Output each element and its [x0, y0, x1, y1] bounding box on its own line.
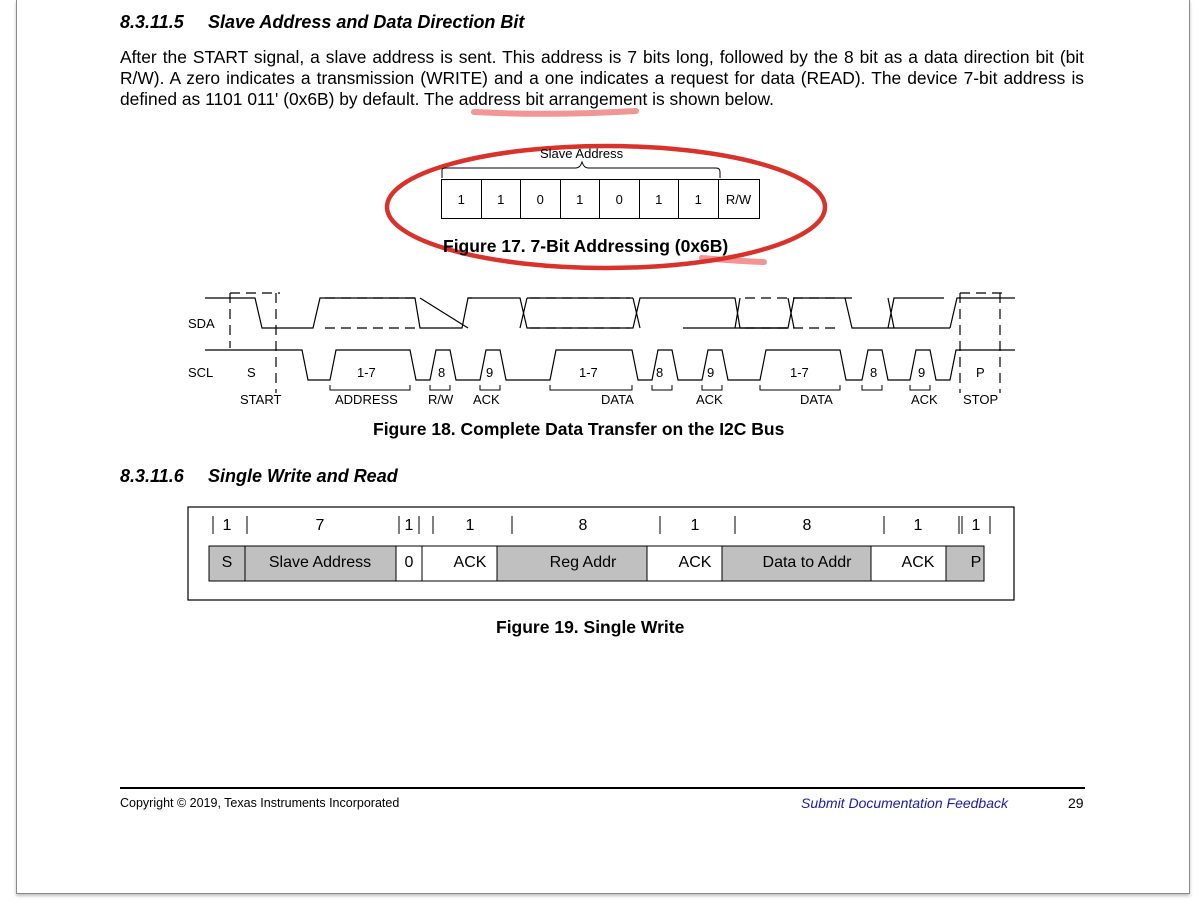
footer-rule [120, 787, 1085, 789]
sda-label: SDA [188, 316, 215, 331]
field-label-ack-1: ACK [453, 554, 487, 571]
single-write-frame-diagram [187, 506, 1017, 602]
pulse-label-1-7-a: 1-7 [357, 365, 376, 380]
field-label-ack-2: ACK [678, 554, 712, 571]
bit-count-slave-address: 7 [315, 517, 325, 534]
field-label-rw: 0 [404, 554, 414, 571]
footer-copyright: Copyright © 2019, Texas Instruments Incorporated [120, 796, 400, 810]
i2c-timing-diagram [180, 288, 1020, 410]
section-heading-8-3-11-6 [120, 466, 398, 487]
bit-count-data: 8 [802, 517, 812, 534]
pulse-label-1-7-b: 1-7 [579, 365, 598, 380]
scl-label: SCL [188, 365, 214, 380]
address-bit-2: 1 [482, 180, 522, 218]
address-bit-5: 0 [600, 180, 640, 218]
bit-count-ack-3: 1 [913, 517, 923, 534]
address-bit-4: 1 [561, 180, 601, 218]
pulse-label-1-7-c: 1-7 [790, 365, 809, 380]
address-bit-row [441, 179, 760, 219]
section-number: 8.3.11.5 [120, 12, 184, 32]
group-label-start: START [240, 392, 282, 407]
bit-count-rw: 1 [404, 517, 414, 534]
pulse-label-8-b: 8 [656, 365, 664, 380]
field-label-ack-3: ACK [901, 554, 935, 571]
pulse-label-s: S [247, 365, 256, 380]
group-label-data-b: DATA [800, 392, 833, 407]
address-bit-7: 1 [679, 180, 719, 218]
group-label-rw: R/W [428, 392, 454, 407]
sda-waveform [205, 298, 950, 328]
scl-waveform [205, 350, 1015, 380]
pulse-label-9-b: 9 [707, 365, 715, 380]
figure-18-caption: Figure 18. Complete Data Transfer on the I2C Bus [373, 419, 785, 439]
group-label-ack-a: ACK [473, 392, 500, 407]
pulse-label-9-c: 9 [918, 365, 926, 380]
group-label-stop: STOP [963, 392, 999, 407]
slave-address-label: Slave Address [540, 146, 624, 161]
field-label-p: P [970, 554, 982, 571]
group-label-ack-c: ACK [911, 392, 938, 407]
figure-17-caption: Figure 17. 7-Bit Addressing (0x6B) [443, 236, 729, 256]
figure-19-caption: Figure 19. Single Write [496, 617, 685, 637]
submit-feedback-link[interactable]: Submit Documentation Feedback [801, 795, 1008, 811]
pulse-label-p: P [976, 365, 985, 380]
pulse-label-9-a: 9 [486, 365, 494, 380]
section-title: Single Write and Read [208, 466, 398, 486]
bit-count-s: 1 [222, 517, 232, 534]
section-number: 8.3.11.6 [120, 466, 184, 486]
bit-count-reg-addr: 8 [578, 517, 588, 534]
address-bit-6: 1 [640, 180, 680, 218]
rw-bit: R/W [725, 191, 752, 207]
address-bit-3: 0 [521, 180, 561, 218]
highlight-stroke-address [474, 111, 636, 114]
pulse-label-8-c: 8 [870, 365, 878, 380]
bit-count-p: 1 [971, 517, 981, 534]
slave-address-brace [440, 158, 765, 180]
address-bit-1: 1 [442, 180, 482, 218]
paragraph-text: After the START signal, a slave address is sent. This address is 7 bits long, followed by the 8 bit as a data direction bit (bit R/W). A zero indicates a transmission (WRITE) and a one indicates a request for data (READ). The device 7-bit address is defined as 1101 011' (0x6B) by default. The address bit arrangement is shown below. [120, 47, 1084, 109]
section-title: Slave Address and Data Direction Bit [208, 12, 525, 32]
bit-count-ack-1: 1 [465, 517, 475, 534]
field-label-data-to-addr: Data to Addr [762, 554, 852, 571]
page-number: 29 [1068, 795, 1084, 811]
group-label-address: ADDRESS [335, 392, 398, 407]
field-label-reg-addr: Reg Addr [549, 554, 617, 571]
group-label-data-a: DATA [601, 392, 634, 407]
field-label-s: S [221, 554, 233, 571]
group-label-ack-b: ACK [696, 392, 723, 407]
field-label-slave-address: Slave Address [268, 554, 372, 571]
pulse-label-8-a: 8 [438, 365, 446, 380]
bit-count-ack-2: 1 [690, 517, 700, 534]
